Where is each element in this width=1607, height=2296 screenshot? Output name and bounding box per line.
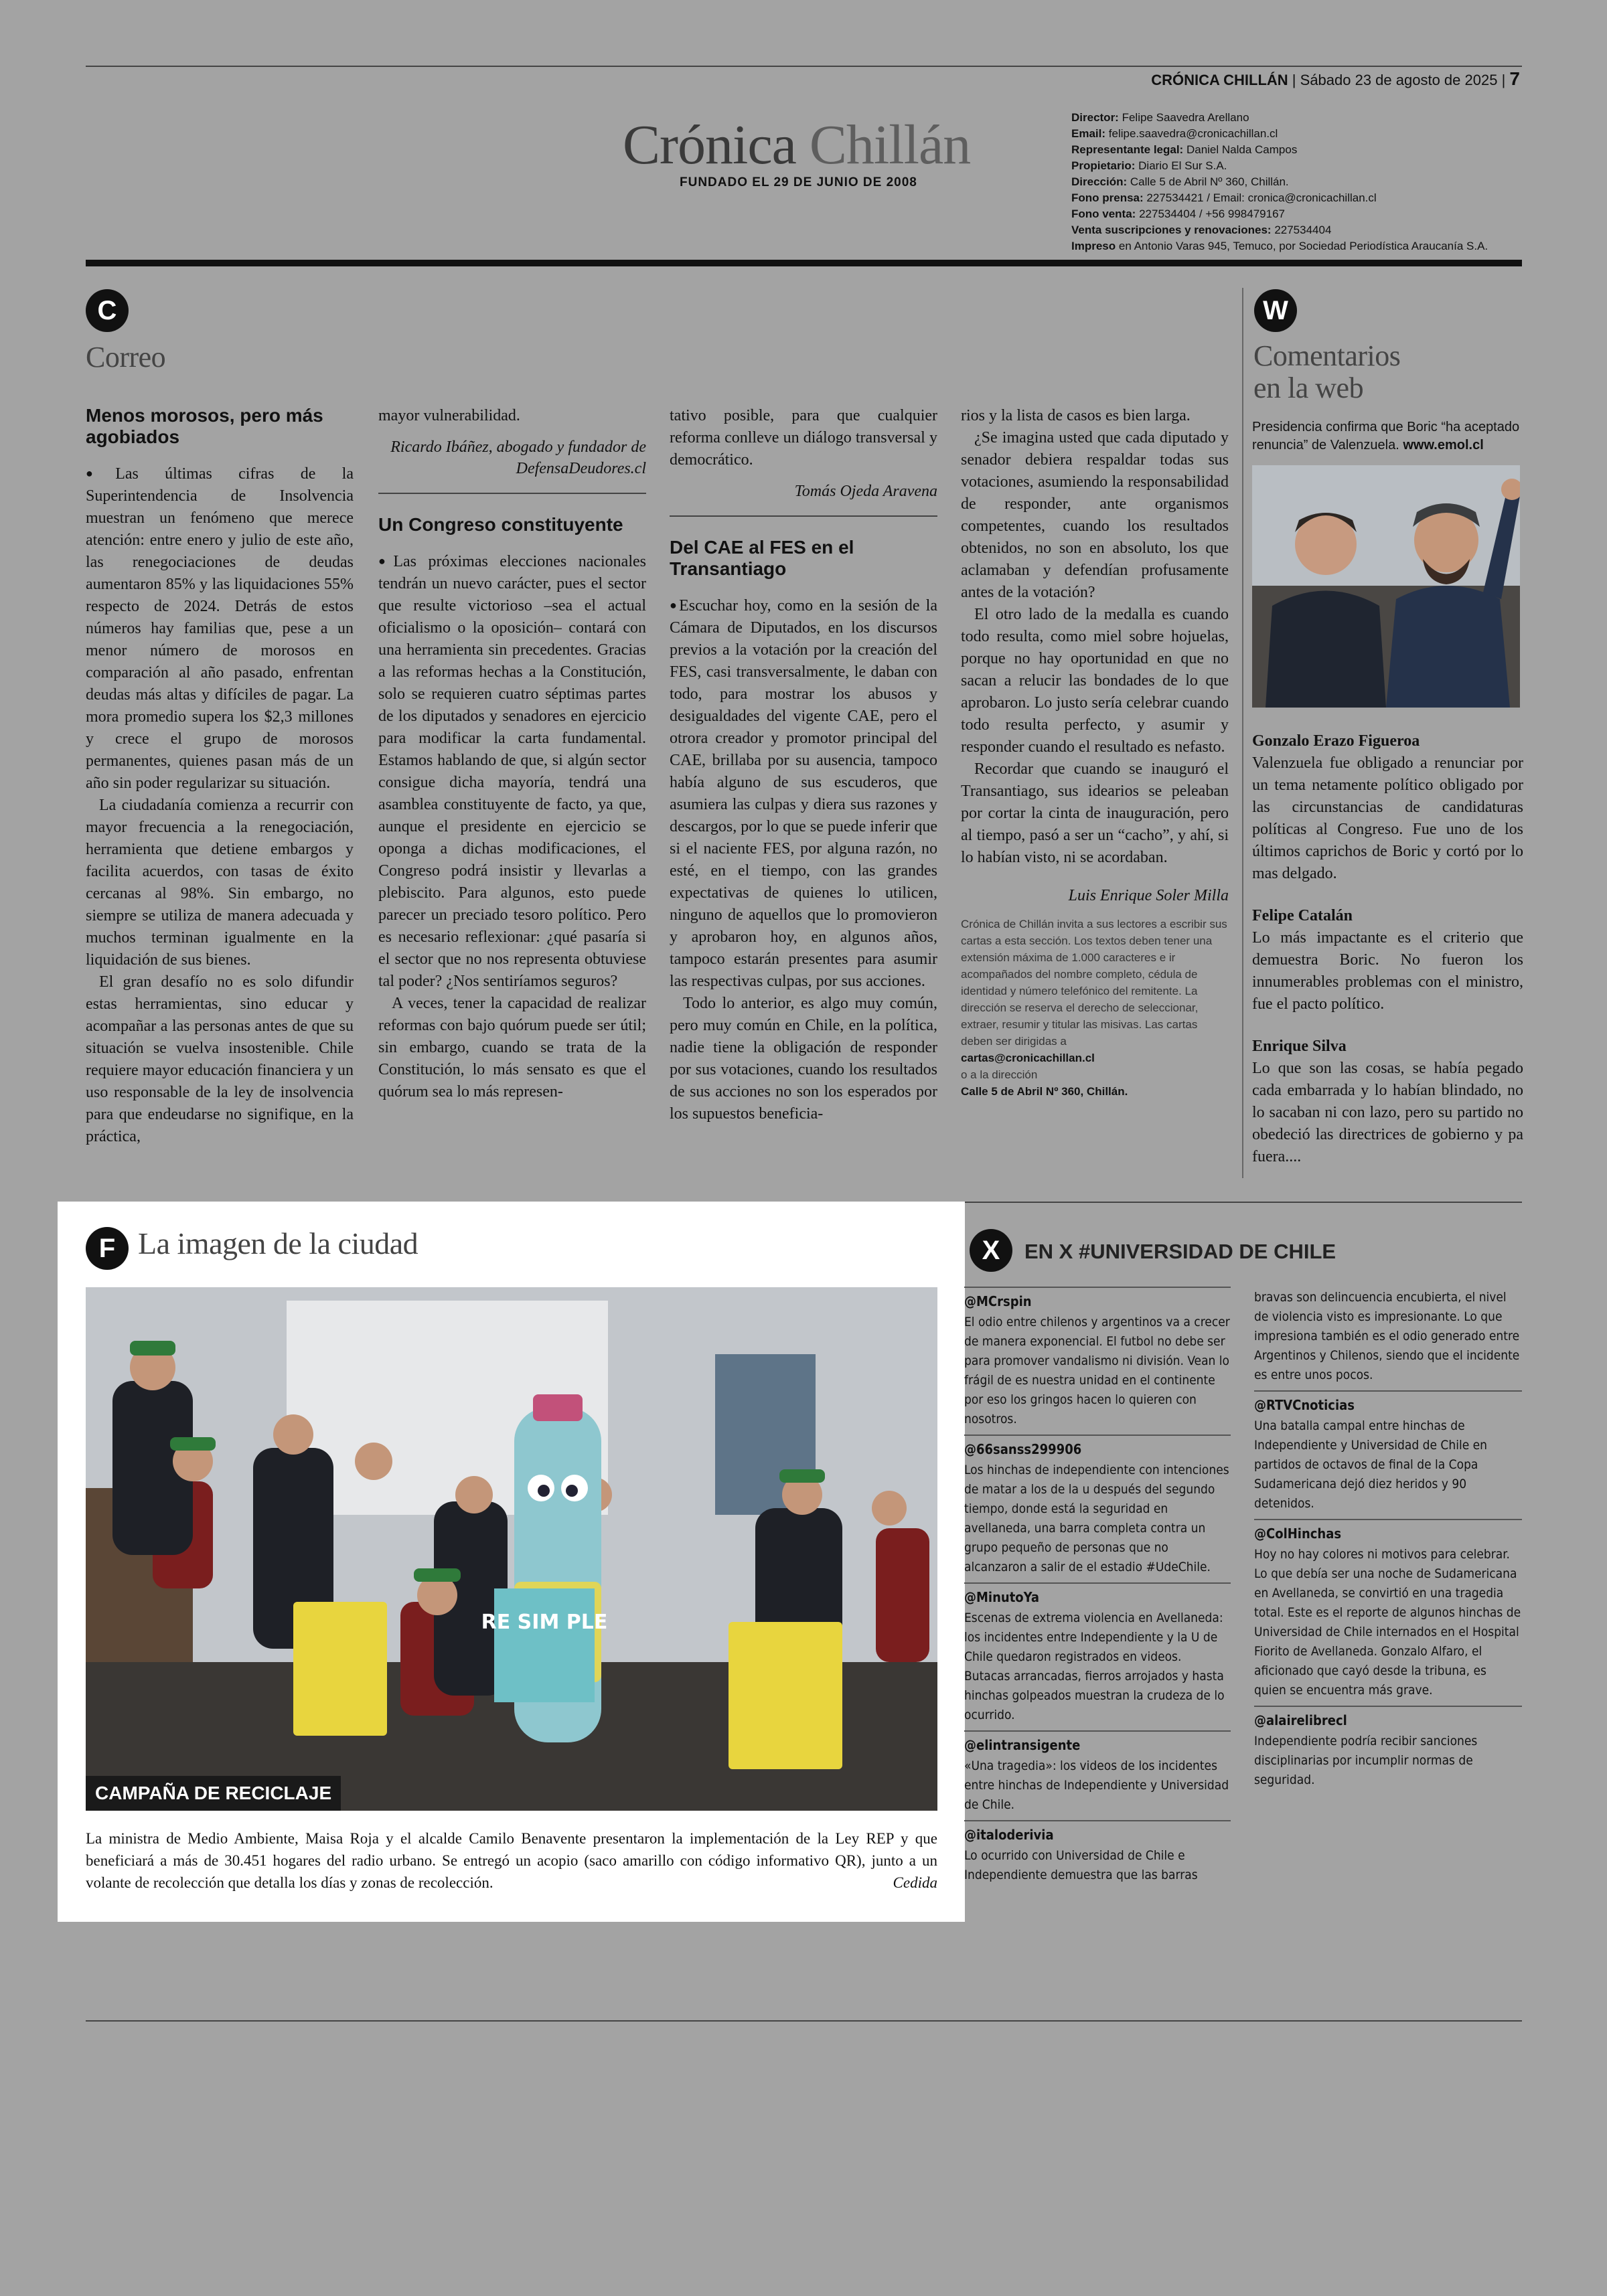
staff-line: Director: Felipe Saavedra Arellano <box>1071 111 1249 124</box>
tweet-text: Independiente podría recibir sanciones disciplinarias por incumplir normas de seguridad. <box>1254 1734 1478 1787</box>
letter-3-p5: El otro lado de la medalla es cuando todo resulta, como miel sobre hojuelas, porque no hay oportunidad en que no sacan a relucir las bondades de lo que aprobaron. Lo justo sería celebrar cuando todo resulta perfecto, y asumir y responder cuando el resultado es nefasto. <box>961 606 1229 756</box>
letter-2-p3: tativo posible, para que cualquier reforma conlleve un diálogo transversal y democrático. <box>670 407 937 469</box>
letter-1 <box>86 405 354 1148</box>
x-column-2 <box>1254 1287 1522 1795</box>
staff-line: Representante legal: Daniel Nalda Campos <box>1071 143 1298 156</box>
x-title: EN X #UNIVERSIDAD DE CHILE <box>1024 1240 1336 1263</box>
masthead-rule <box>86 260 1522 266</box>
issue-date: Sábado 23 de agosto de 2025 <box>1300 72 1498 88</box>
web-comment-list <box>1252 730 1523 1168</box>
letter-1-p1: ●Las últimas cifras de la Superintendencia de Insolvencia muestran un fenómeno que merece atención: entre enero y julio de este año, las renegociaciones de deudas aumentaron 85% y las liquidaciones 55% respecto de 2024. Detrás de estos números hay familias que, pese a un menor número de morosos en comparación al año pasado, enfrentan deudas más altas y difíciles de pagar. La mora promedio supera los $2,3 millones y crece el grupo de morosos permanentes, quienes pasan más de un año sin poder regularizar su situación. <box>86 465 354 792</box>
tweet-handle[interactable]: @RTVCnoticias <box>1254 1390 1522 1415</box>
letters-notice: Crónica de Chillán invita a sus lectores a escribir sus cartas a esta sección. Los textos deben tener una extensión máxima de 1.000 caracteres e ir acompañados del nombre completo, cédula de identidad y número telefónico del remitente. La dirección se reserva el derecho de seleccionar, extraer, resumir y titular las misivas. Las cartas deben ser dirigidas a cartas@cronicachillan.cl o a la dirección Calle 5 de Abril Nº 360, Chillán. <box>961 918 1227 1098</box>
recycling-campaign-photo <box>86 1287 937 1811</box>
letter-1-signature: Ricardo Ibáñez, abogado y fundador de DefensaDeudores.cl <box>390 438 646 477</box>
mid-rule <box>964 1202 1522 1203</box>
web-title: Comentarios en la web <box>1253 339 1401 404</box>
tweet-text: «Una tragedia»: los videos de los incidentes entre hinchas de Independiente y Universidad de Chile. <box>964 1758 1229 1812</box>
staff-line: Impreso en Antonio Varas 945, Temuco, por Sociedad Periodística Araucanía S.A. <box>1071 240 1488 252</box>
letter-3-headline: Del CAE al FES en el Transantiago <box>670 537 854 579</box>
city-title: La imagen de la ciudad <box>138 1226 418 1260</box>
letter-1-p4: mayor vulnerabilidad. <box>378 407 520 424</box>
correo-badge: C <box>86 289 129 332</box>
tweet-handle[interactable]: @ColHinchas <box>1254 1519 1522 1544</box>
tweet-text: El odio entre chilenos y argentinos va a crecer de manera exponencial. El futbol no debe ser para promover vandalismo ni división. Vean lo frágil de es nuestra unidad en el continente por eso los gringos hacen lo quieren con nosotros. <box>964 1315 1230 1426</box>
web-comment-text: Lo más impactante es el criterio que demuestra Boric. No fueron los innumerables problemas con el ministro, fue el pacto político. <box>1252 929 1523 1013</box>
boric-valenzuela-photo <box>1252 465 1520 708</box>
photo-credit: Cedida <box>893 1874 937 1891</box>
tweet-text: Los hinchas de independiente con intenciones de matar a los de la u después del segundo tiempo, donde está la seguridad en avellaneda, una barra completa contra un grupo pequeño de personas que no alcanzaron a salir de el estadio #UdeChile. <box>964 1463 1229 1574</box>
tweet-text: Lo ocurrido con Universidad de Chile e Independiente demuestra que las barras <box>964 1848 1198 1882</box>
top-rule <box>86 66 1522 67</box>
letter-2-signature: Tomás Ojeda Aravena <box>794 483 937 500</box>
logo-word-1: Crónica <box>623 114 796 176</box>
letter-3-p4: ¿Se imagina usted que cada diputado y senador debiera respaldar todas sus votaciones, asumiendo la responsabilidad de responder, ante organismos competentes, cuando los resultados obtenidos, no son en absoluto, los que aclamaban y defendían profusamente antes de la votación? <box>961 429 1229 601</box>
staff-line: Fono venta: 227534404 / +56 998479167 <box>1071 208 1285 220</box>
vertical-divider <box>1242 288 1243 1178</box>
running-head: CRÓNICA CHILLÁN | Sábado 23 de agosto de 2025 | 7 <box>1151 68 1520 89</box>
photo-tag: CAMPAÑA DE RECICLAJE <box>86 1776 341 1811</box>
letter-2-headline: Un Congreso constituyente <box>378 514 623 535</box>
photo-illustration <box>1252 465 1520 708</box>
letter-3-p2: Todo lo anterior, es algo muy común, pero muy común en Chile, en la política, nadie tiene la obligación de responder por sus votaciones, cuando los resultados de sus acciones no son los esperados por los supuestos beneficia- <box>670 995 937 1123</box>
staff-line: Venta suscripciones y renovaciones: 227534404 <box>1071 224 1332 236</box>
x-badge: X <box>970 1229 1012 1272</box>
tweet-handle[interactable]: @MCrspin <box>964 1287 1231 1311</box>
page-number: 7 <box>1509 68 1520 89</box>
x-column-2-lead: bravas son delincuencia encubierta, el nivel de violencia visto es impresionante. Lo que impresiona también es el odio generado entre Argentinos y Chilenos, siendo que el incidente es entre unos pocos. <box>1254 1290 1520 1382</box>
bag-text: RE SIM PLE <box>481 1611 608 1634</box>
letter-3-signature: Luis Enrique Soler Milla <box>1068 887 1229 904</box>
tweet-text: Una batalla campal entre hinchas de Independiente y Universidad de Chile en partidos de octavos de final de la Copa Sudamericana dejó diez heridos y 90 detenidos. <box>1254 1418 1488 1511</box>
staff-line: Dirección: Calle 5 de Abril Nº 360, Chillán. <box>1071 175 1289 188</box>
web-comment-text: Valenzuela fue obligado a renunciar por un tema netamente político obligado por las circunstancias de candidaturas políticas al Congreso. Fue uno de los últimos caprichos de Boric y cortó por lo mas delgado. <box>1252 754 1523 882</box>
photo-illustration <box>86 1287 937 1811</box>
column-divider <box>378 493 646 494</box>
city-image-section <box>58 1202 965 1922</box>
web-comments <box>1252 418 1523 1188</box>
tweet-handle[interactable]: @MinutoYa <box>964 1582 1231 1607</box>
letter-2-p1: ●Las próximas elecciones nacionales tendrán un nuevo carácter, pues el sector que resulte victorioso –sea el actual oficialismo o la oposición– contará con una herramienta sin precedentes. Gracias a las reformas hechas a la Constitución, solo se requieren cuatro séptimas partes de los diputados y senadores en ejercicio para modificar la carta fundamental. Estamos hablando de que, si algún sector consigue dicha mayoría, tendrá una asamblea constituyente de facto, ya que, aunque el presidente en ejercicio se oponga a dichas modificaciones, el Congreso podrá insistir y llevarlas a plebiscito. Para algunos, esto puede parecer un preciado tesoro político. Pero es necesario reflexionar: ¿qué pasaría si el sector que no nos representa obtuviese tal poder? ¿Nos sentiríamos seguros? <box>378 553 646 990</box>
tweet-handle[interactable]: @italoderivia <box>964 1820 1231 1845</box>
letter-3-p1: ●Escuchar hoy, como en la sesión de la Cámara de Diputados, en los discursos previos a la votación por la creación del FES, casi transversalmente, le daban con todo, para mostrar los abusos y desigualdades del vigente CAE, pero el otrora creador y promotor principal del CAE, brillaba por su ausencia, tampoco había alguno de sus escuderos, que asumiera las culpas y diera sus razones y descargos, por lo que se puede inferir que si el naciente FES, por alguna razón, no esté, en el tiempo, con las grandes expectativas de quienes lo utilicen, ninguno de aquellos que lo promovieron y aprobaron hoy, en algunos años, tampoco estarán presentes para asumir las respectivas culpas, por sus acciones. <box>670 597 938 990</box>
tweet-text: Hoy no hay colores ni motivos para celebrar. Lo que debía ser una noche de Sudamericana en Avellaneda, se convirtió en una tragedia total. Este es el reporte de algunos hinchas de Universidad de Chile internados en el Hospital Fiorito de Avellaneda. Gonzalo Alfaro, el aficionado que cayó desde la tribuna, es quien se encuentra más grave. <box>1254 1547 1521 1698</box>
web-source[interactable]: www.emol.cl <box>1403 438 1484 453</box>
web-comment <box>1252 1036 1523 1168</box>
x-column-1 <box>964 1287 1231 1890</box>
letter-3-continued <box>961 405 1229 1100</box>
city-badge: F <box>86 1227 129 1270</box>
letters-email[interactable]: cartas@cronicachillan.cl <box>961 1052 1095 1064</box>
logo-word-2: Chillán <box>809 114 971 176</box>
tweet-handle[interactable]: @elintransigente <box>964 1730 1231 1755</box>
web-comment-author: Felipe Catalán <box>1252 907 1353 924</box>
column-divider <box>670 515 937 517</box>
web-badge: W <box>1254 289 1297 332</box>
staff-box <box>1071 110 1540 254</box>
letter-2-column <box>378 405 646 1103</box>
bottom-rule <box>86 2020 1522 2022</box>
letter-3-p6: Recordar que cuando se inauguró el Transantiago, sus idearios se peleaban por cortar la cinta de inauguración, pero al tiempo, pasó a ser un “cacho”, y ahí, si lo habían visto, ni se acordaban. <box>961 760 1229 866</box>
letter-2-p2: A veces, tener la capacidad de realizar reformas con bajo quórum puede ser útil; sin embargo, cuando se trata de la Constitución, lo más sensato es que el quórum sea lo más represen- <box>378 995 646 1100</box>
tweet-handle[interactable]: @alairelibrecl <box>1254 1706 1522 1730</box>
staff-line: Email: felipe.saavedra@cronicachillan.cl <box>1071 127 1278 140</box>
web-kicker: Presidencia confirma que Boric “ha aceptado renuncia” de Valenzuela. www.emol.cl <box>1252 420 1520 453</box>
running-head-title: CRÓNICA CHILLÁN <box>1151 72 1288 88</box>
newspaper-logo <box>623 112 970 177</box>
web-comment-text: Lo que son las cosas, se había pegado cada embarrada y lo habían blindado, no lo sacaban ni con lazo, pero su partido no obedeció las directrices de gobierno y pa fuera.... <box>1252 1060 1523 1165</box>
letter-3-p3: rios y la lista de casos es bien larga. <box>961 407 1191 424</box>
web-comment <box>1252 905 1523 1015</box>
correo-title: Correo <box>86 341 166 374</box>
tweet-text: Escenas de extrema violencia en Avellaneda: los incidentes entre Independiente y la U de Chile quedaron registrados en videos. Butacas arrancadas, fierros arrojados y hasta hinchas golpeados muestran la crudeza de lo ocurrido. <box>964 1611 1225 1722</box>
founded-line: FUNDADO EL 29 DE JUNIO DE 2008 <box>680 175 917 189</box>
staff-line: Fono prensa: 227534421 / Email: cronica@cronicachillan.cl <box>1071 191 1377 204</box>
tweet-handle[interactable]: @66sanss299906 <box>964 1434 1231 1459</box>
letter-1-headline: Menos morosos, pero más agobiados <box>86 405 323 447</box>
web-comment-author: Enrique Silva <box>1252 1038 1347 1055</box>
staff-line: Propietario: Diario El Sur S.A. <box>1071 159 1227 172</box>
letters-address: Calle 5 de Abril Nº 360, Chillán. <box>961 1085 1128 1098</box>
web-comment <box>1252 730 1523 885</box>
letter-1-p2: La ciudadanía comienza a recurrir con mayor frecuencia a la renegociación, herramienta que detiene embargos y facilita acuerdos, con tasas de éxito cercanas al 98%. Sin embargo, no siempre se utiliza de manera adecuada y muchos terminan igualmente en la liquidación de sus bienes. <box>86 797 354 969</box>
letter-3-column <box>670 405 937 1125</box>
web-comment-author: Gonzalo Erazo Figueroa <box>1252 732 1420 750</box>
letter-1-p3: El gran desafío no es solo difundir estas herramientas, sino educar y acompañar a las personas antes de que su situación se vuelva insostenible. Chile requiere mayor educación financiera y un uso responsable de la ley de insolvencia para que endeudarse no signifique, en la práctica, <box>86 973 354 1145</box>
photo-caption: La ministra de Medio Ambiente, Maisa Roja y el alcalde Camilo Benavente presentaron la implementación de la Ley REP y que beneficiará a más de 30.451 hogares del radio urbano. Se entregó un acopio (saco amarillo con código informativo QR), junto a un volante de recolección que detalla los días y zonas de recolección. Cedida <box>86 1827 937 1894</box>
